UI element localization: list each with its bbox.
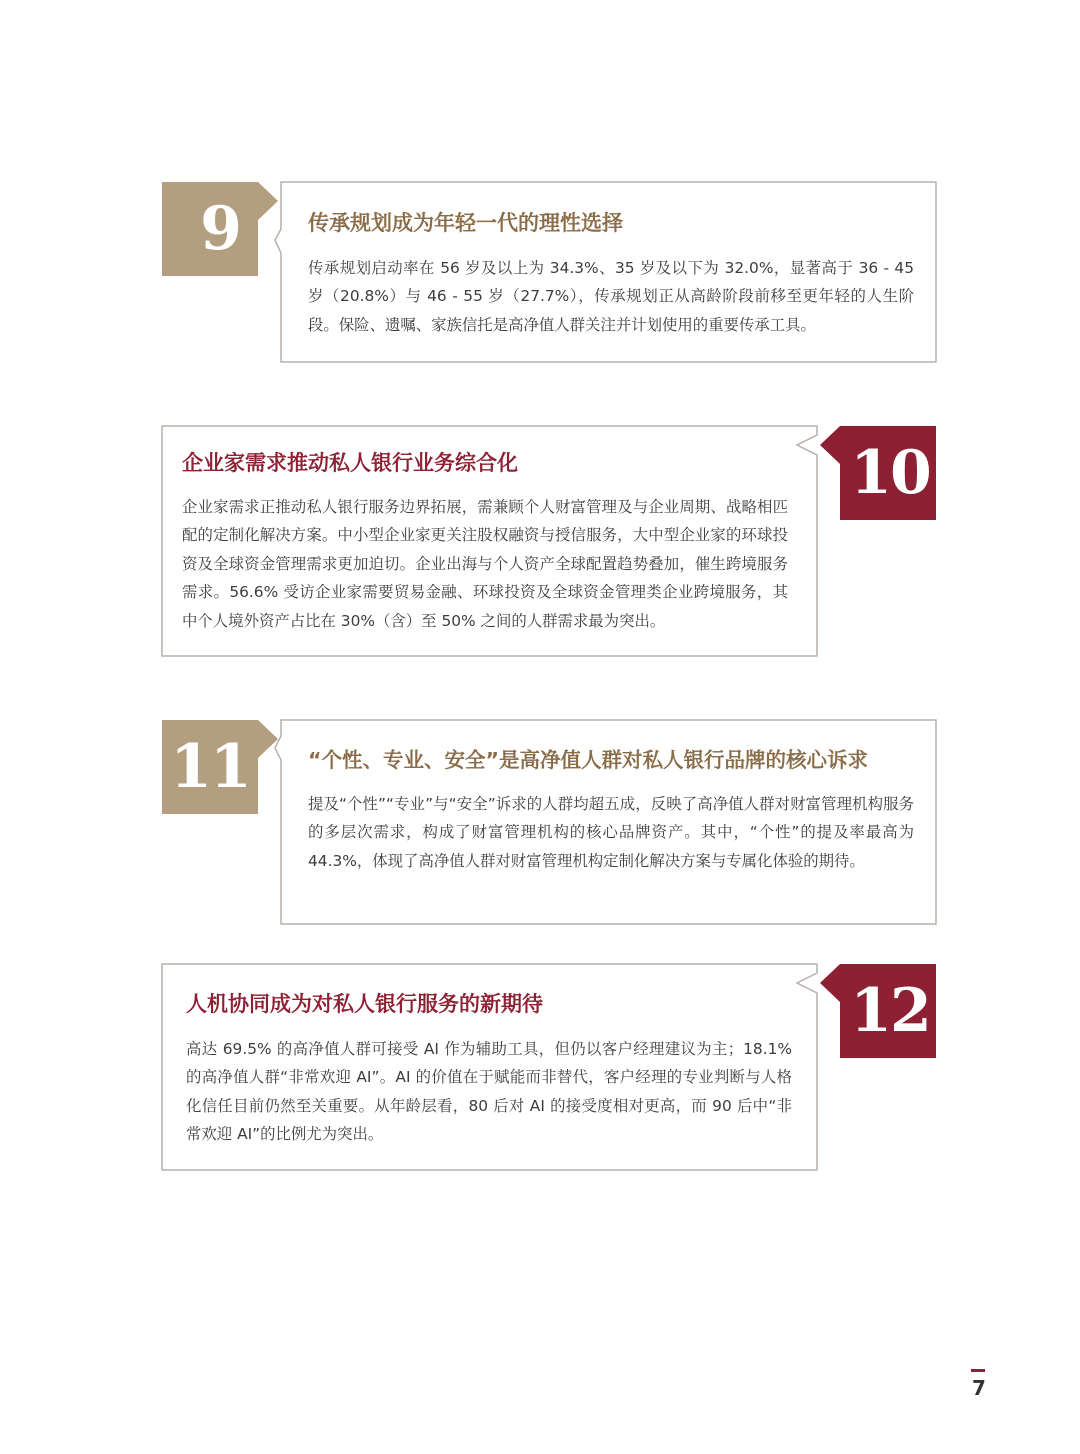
item-number: 11 bbox=[170, 732, 250, 802]
number-badge bbox=[162, 182, 278, 276]
finding-card-10 bbox=[160, 424, 938, 658]
page-number-accent bbox=[971, 1369, 985, 1372]
number-badge bbox=[820, 964, 936, 1058]
finding-card-11 bbox=[160, 718, 938, 926]
item-number: 9 bbox=[200, 194, 240, 264]
finding-card-9 bbox=[160, 180, 938, 364]
page-number: 7 bbox=[972, 1376, 986, 1400]
item-number: 12 bbox=[850, 976, 930, 1046]
card-title: 传承规划成为年轻一代的理性选择 bbox=[308, 211, 623, 235]
card-title: “个性、专业、安全”是高净值人群对私人银行品牌的核心诉求 bbox=[308, 748, 868, 772]
number-badge bbox=[820, 426, 936, 520]
card-body: 提及“个性”“专业”与“安全”诉求的人群均超五成，反映了高净值人群对财富管理机构服务的多层次需求，构成了财富管理机构的核心品牌资产。其中，“个性”的提及率最高为 44.3%，体现了高净值人群对财富管理机构定制化解决方案与专属化体验的期待。 bbox=[308, 795, 914, 870]
card-title: 企业家需求推动私人银行业务综合化 bbox=[182, 451, 518, 475]
item-number: 10 bbox=[850, 438, 930, 508]
card-body: 企业家需求正推动私人银行服务边界拓展，需兼顾个人财富管理及与企业周期、战略相匹配的定制化解决方案。中小型企业家更关注股权融资与授信服务，大中型企业家的环球投资及全球资金管理需求更加迫切。企业出海与个人资产全球配置趋势叠加，催生跨境服务需求。56.6% 受访企业家需要贸易金融、环球投资及全球资金管理类企业跨境服务，其中个人境外资产占比在 30%（含）至 50% 之间的人群需求最为突出。 bbox=[182, 498, 788, 630]
card-body: 高达 69.5% 的高净值人群可接受 AI 作为辅助工具，但仍以客户经理建议为主；18.1% 的高净值人群“非常欢迎 AI”。AI 的价值在于赋能而非替代，客户经理的专业判断与人格化信任目前仍然至关重要。从年龄层看，80 后对 AI 的接受度相对更高，而 90 后中“非常欢迎 AI”的比例尤为突出。 bbox=[186, 1040, 792, 1144]
card-body: 传承规划启动率在 56 岁及以上为 34.3%、35 岁及以下为 32.0%，显著高于 36 - 45 岁（20.8%）与 46 - 55 岁（27.7%），传承规划正从高龄阶段前移至更年轻的人生阶段。保险、遗嘱、家族信托是高净值人群关注并计划使用的重要传承工具。 bbox=[308, 259, 914, 334]
number-badge bbox=[162, 720, 278, 814]
card-title: 人机协同成为对私人银行服务的新期待 bbox=[186, 992, 543, 1016]
finding-card-12 bbox=[160, 962, 938, 1172]
